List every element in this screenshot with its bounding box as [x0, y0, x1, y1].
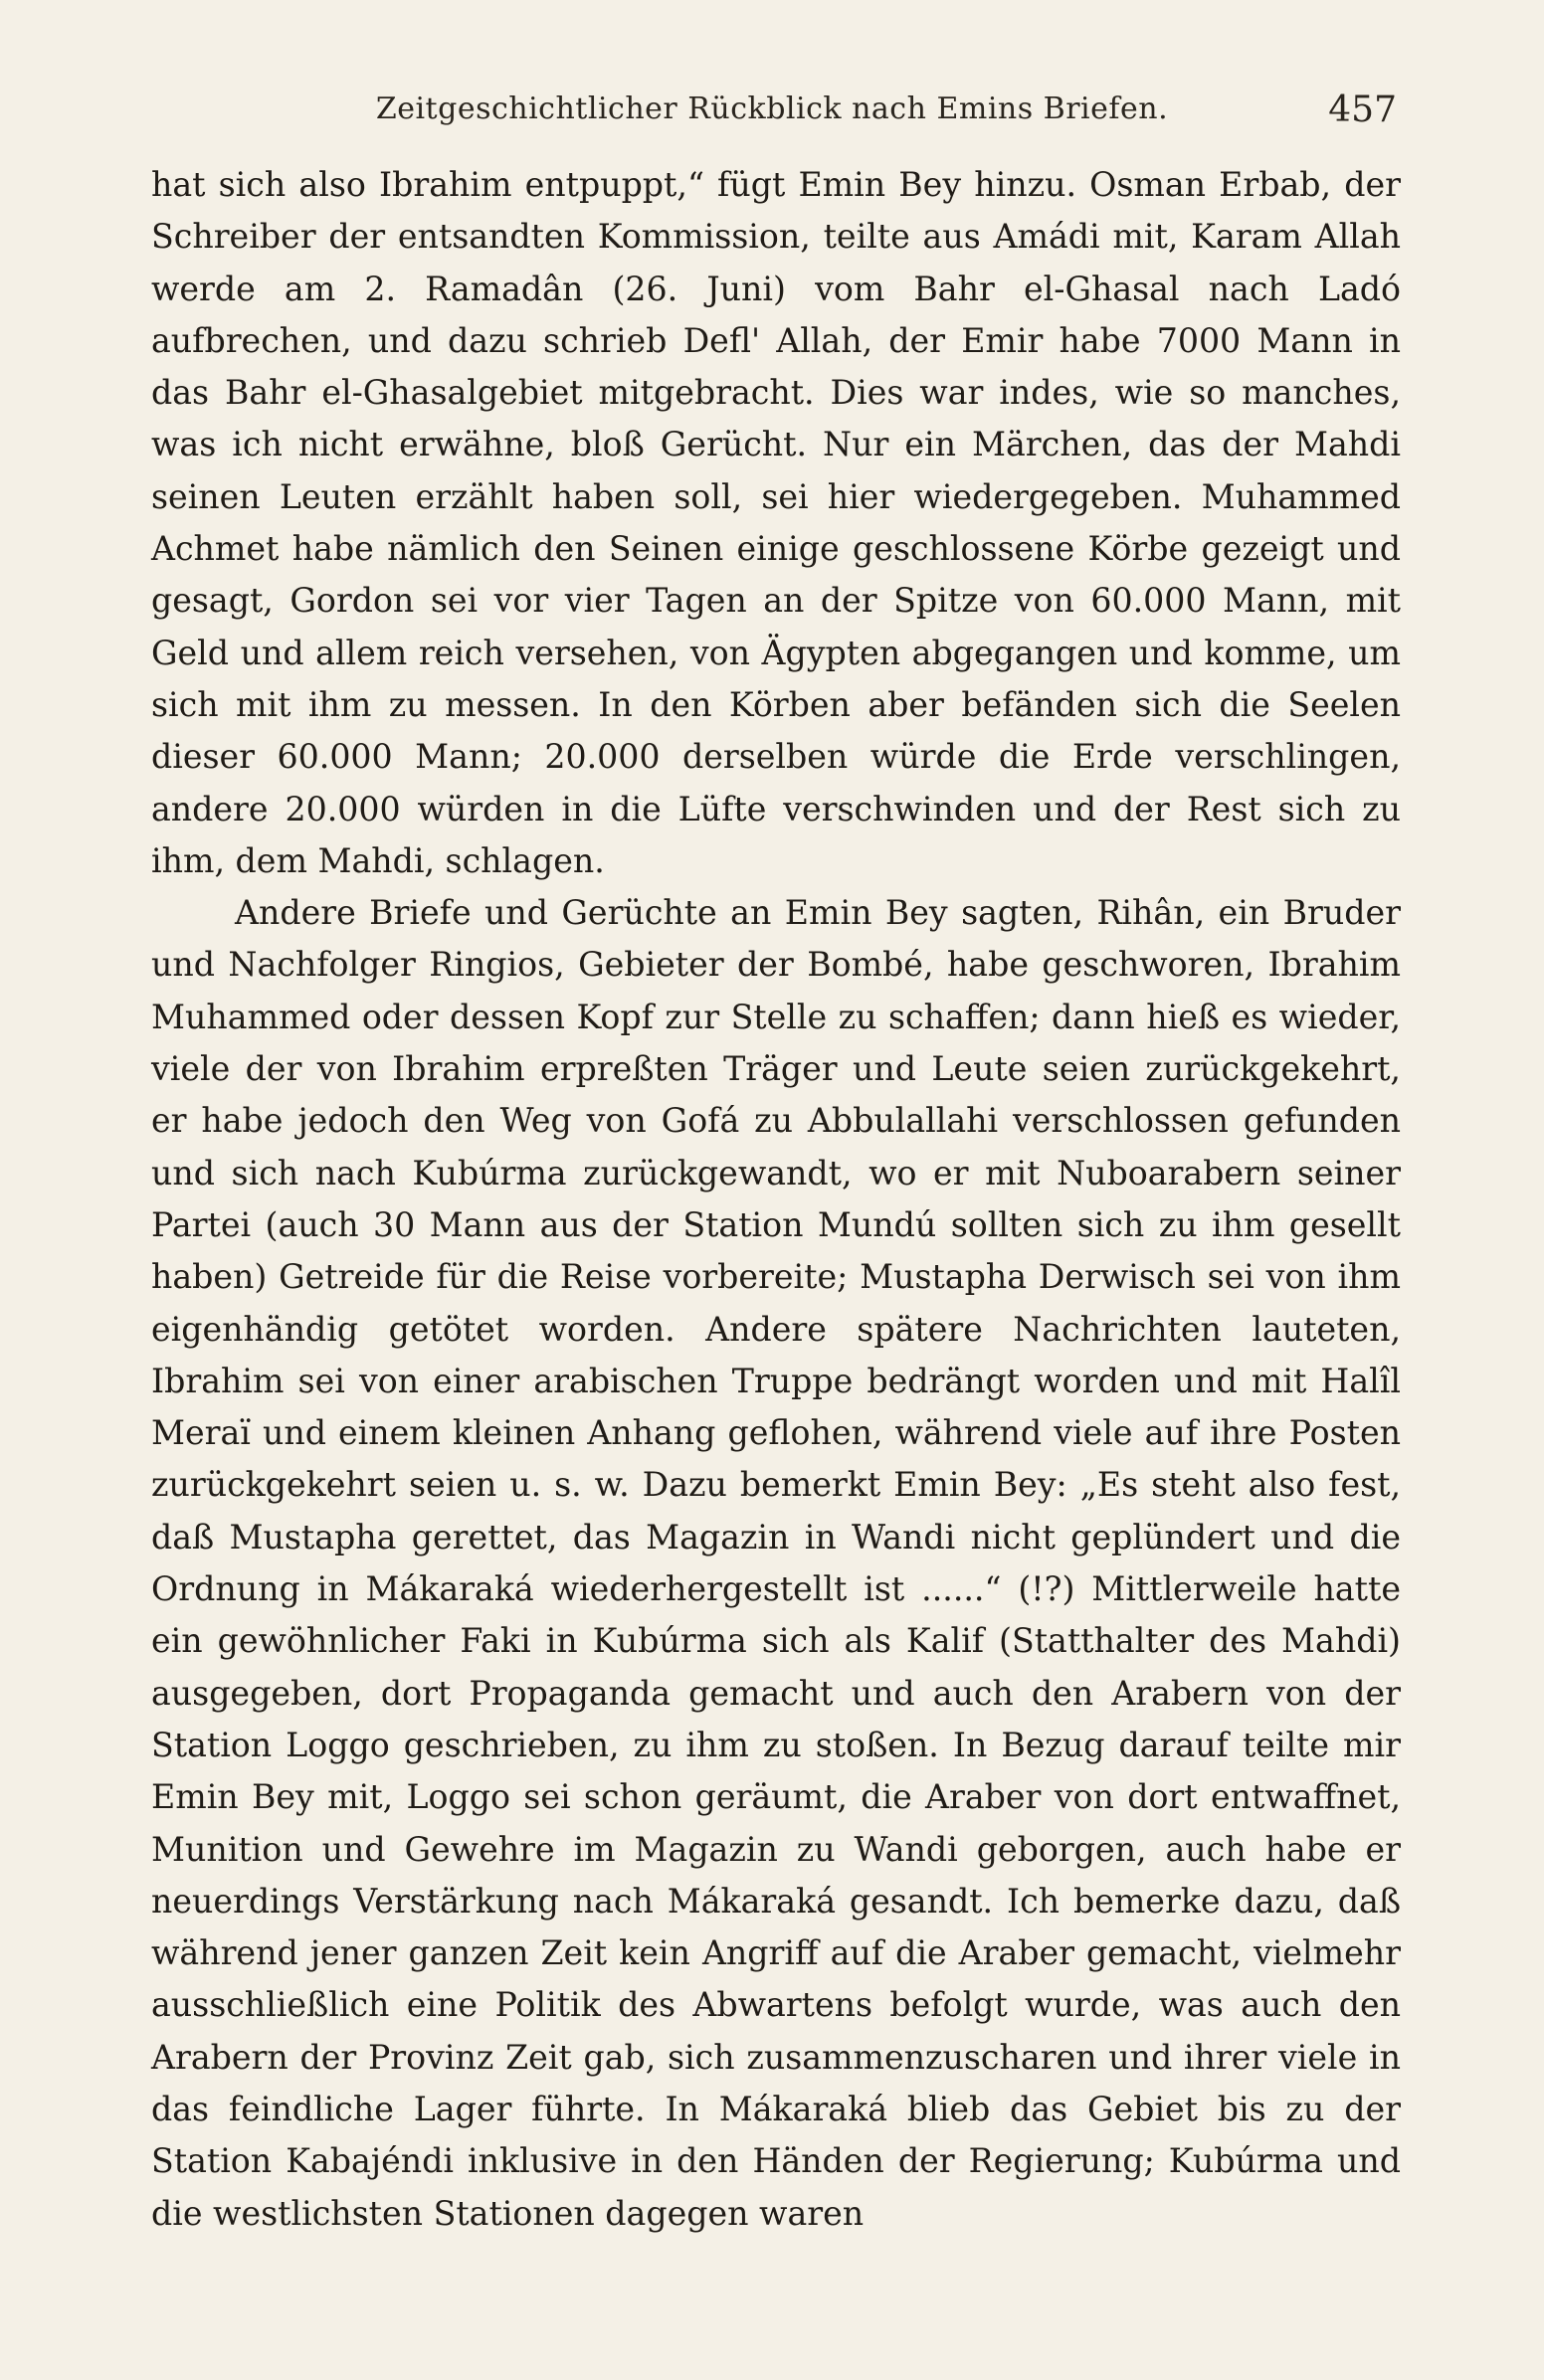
paragraph-andere-briefe: Andere Briefe und Gerüchte an Emin Bey sagten, Rihân, ein Bruder und Nachfolger Ringios, Gebieter der Bombé, habe geschworen, Ibrahim Muhammed oder dessen Kopf zur Stelle zu schaffen; dann hieß es wieder, viele der von Ibrahim erpreßten Träger und Leute seien zurückgekehrt, er habe jedoch den Weg von Gofá zu Abbulallahi verschlossen gefunden und sich nach Kubúrma zurückgewandt, wo er mit Nuboarabern seiner Partei (auch 30 Mann aus der Station Mundú sollten sich zu ihm gesellt haben) Getreide für die Reise vorbereite; Mustapha Derwisch sei von ihm eigenhändig getötet worden. Andere spätere Nachrichten lauteten, Ibrahim sei von einer arabischen Truppe bedrängt worden und mit Halîl Meraï und einem kleinen Anhang geflohen, während viele auf ihre Posten zurückgekehrt seien u. s. w. Dazu bemerkt Emin Bey: „Es steht also fest, daß Mustapha gerettet, das Magazin in Wandi nicht geplündert und die Ordnung in Mákaraká wiederhergestellt ist ......“ (!?) Mittlerweile hatte ein gewöhnlicher Faki in Kubúrma sich als Kalif (Statthalter des Mahdi) ausgegeben, dort Propaganda gemacht und auch den Arabern von der Station Loggo geschrieben, zu ihm zu stoßen. In Bezug darauf teilte mir Emin Bey mit, Loggo sei schon geräumt, die Araber von dort entwaffnet, Munition und Gewehre im Magazin zu Wandi geborgen, auch habe er neuerdings Verstärkung nach Mákaraká gesandt. Ich bemerke dazu, daß während jener ganzen Zeit kein Angriff auf die Araber gemacht, vielmehr ausschließlich eine Politik des Abwartens befolgt wurde, was auch den Arabern der Provinz Zeit gab, sich zusammenzuscharen und ihrer viele in das feindliche Lager führte. In Mákaraká blieb das Gebiet bis zu der Station Kabajéndi inklusive in den Händen der Regierung; Kubúrma und die westlichsten Stationen dagegen waren [151, 893, 1401, 2233]
page-header [0, 92, 1544, 139]
paragraph-continuation: hat sich also Ibrahim entpuppt,“ fügt Emin Bey hinzu. Osman Erbab, der Schreiber der entsandten Kommission, teilte aus Amádi mit, Karam Allah werde am 2. Ramadân (26. Juni) vom Bahr el-Ghasal nach Ladó aufbrechen, und dazu schrieb Defl' Allah, der Emir habe 7000 Mann in das Bahr el-Ghasalgebiet mitgebracht. Dies war indes, wie so manches, was ich nicht erwähne, bloß Gerücht. Nur ein Märchen, das der Mahdi seinen Leuten erzählt haben soll, sei hier wiedergegeben. Muhammed Achmet habe nämlich den Seinen einige geschlossene Körbe gezeigt und gesagt, Gordon sei vor vier Tagen an der Spitze von 60.000 Mann, mit Geld und allem reich versehen, von Ägypten abgegangen und komme, um sich mit ihm zu messen. In den Körben aber befänden sich die Seelen dieser 60.000 Mann; 20.000 derselben würde die Erde verschlingen, andere 20.000 würden in die Lüfte verschwinden und der Rest sich zu ihm, dem Mahdi, schlagen. [151, 165, 1401, 880]
body-text [151, 159, 1401, 2240]
page-number: 457 [1328, 90, 1397, 130]
running-title: Zeitgeschichtlicher Rückblick nach Emins Briefen. [375, 92, 1169, 126]
